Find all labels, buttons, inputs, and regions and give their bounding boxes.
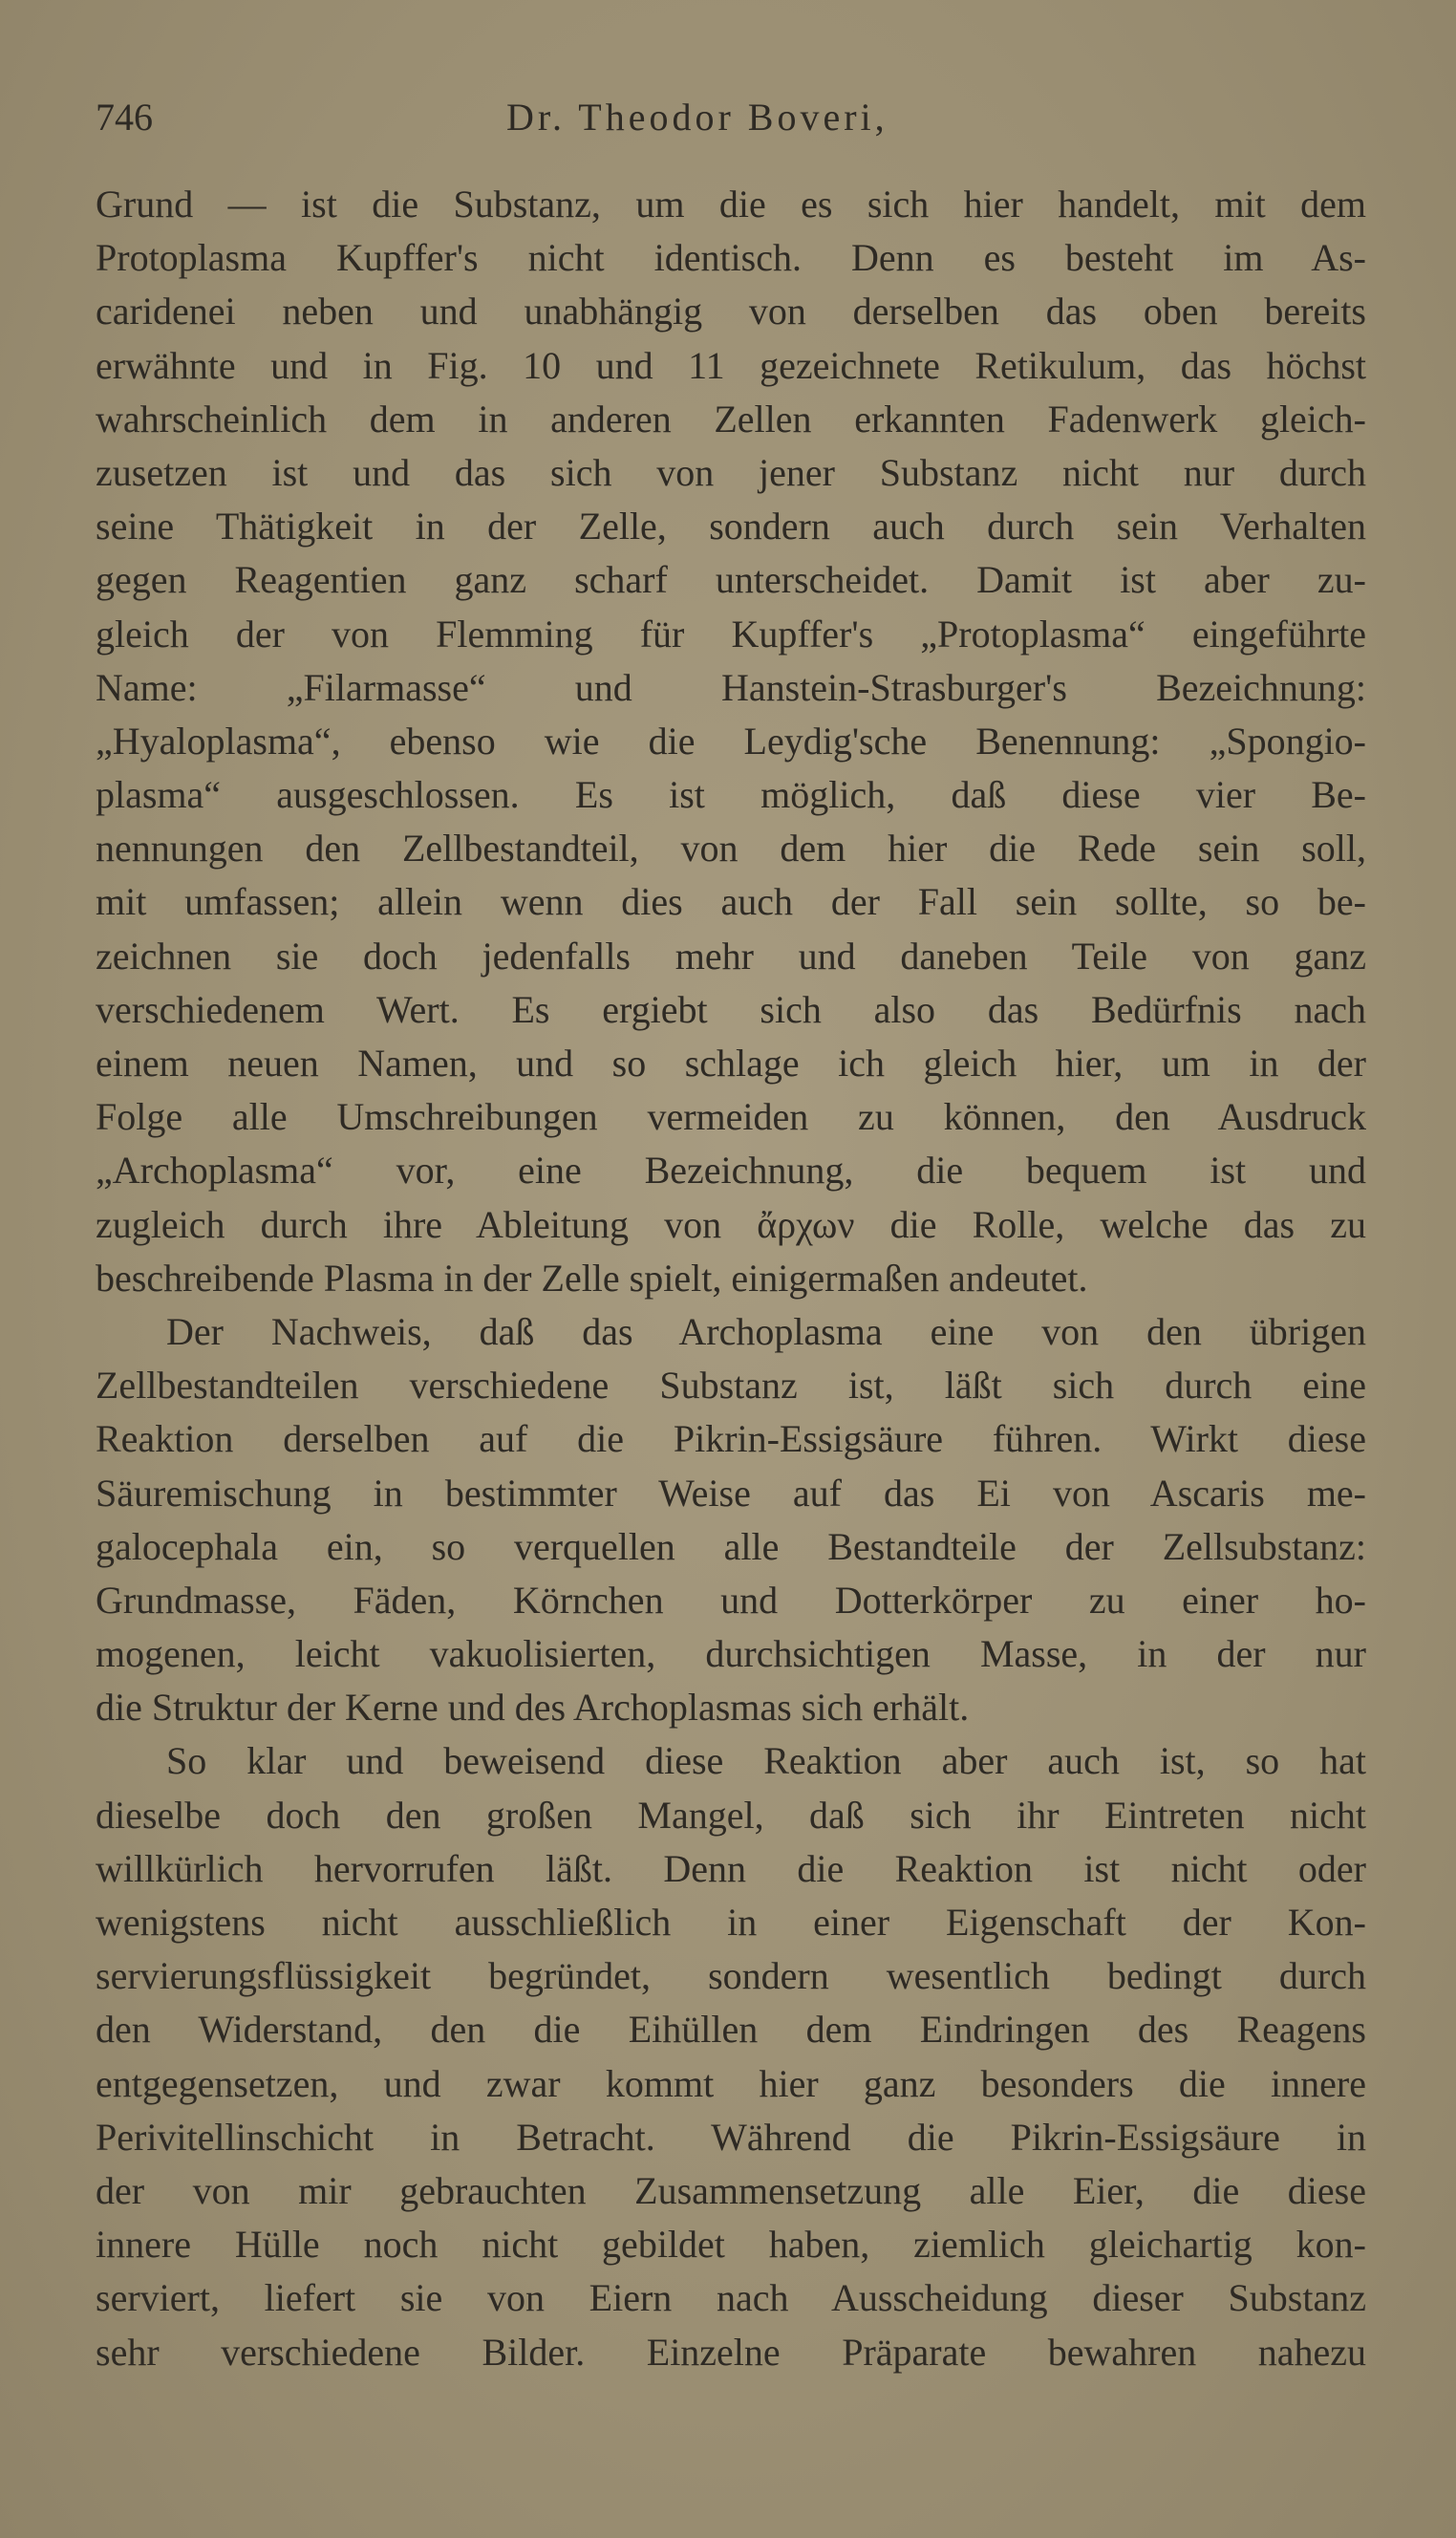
- text-line: seine Thätigkeit in der Zelle, sondern auch durch sein Verhalten: [96, 505, 1366, 548]
- text-line: plasma“ ausgeschlossen. Es ist möglich, daß diese vier Be-: [96, 773, 1366, 817]
- text-line: Grund — ist die Substanz, um die es sich hier handelt, mit dem: [96, 183, 1366, 226]
- text-line: mit umfassen; allein wenn dies auch der Fall sein sollte, so be-: [96, 880, 1366, 924]
- text-line: Perivitellinschicht in Betracht. Während die Pikrin-Essigsäure in: [96, 2115, 1366, 2159]
- running-head: Dr. Theodor Boveri,: [506, 96, 889, 139]
- text-line: innere Hülle noch nicht gebildet haben, ziemlich gleichartig kon-: [96, 2223, 1366, 2267]
- text-line: Protoplasma Kupffer's nicht identisch. Denn es besteht im As-: [96, 236, 1366, 280]
- text-line: servierungsflüssigkeit begründet, sondern wesentlich bedingt durch: [96, 1954, 1366, 1998]
- text-line: Reaktion derselben auf die Pikrin-Essigsäure führen. Wirkt diese: [96, 1417, 1366, 1461]
- text-line: zusetzen ist und das sich von jener Substanz nicht nur durch: [96, 450, 1366, 494]
- text-line: den Widerstand, den die Eihüllen dem Eindringen des Reagens: [96, 2008, 1366, 2052]
- page-number: 746: [96, 96, 153, 139]
- text-line: wahrscheinlich dem in anderen Zellen erkannten Fadenwerk gleich-: [96, 397, 1366, 441]
- page-header: [96, 84, 1366, 151]
- text-line: „Archoplasma“ vor, eine Bezeichnung, die bequem ist und: [96, 1149, 1366, 1193]
- text-line: Name: „Filarmasse“ und Hanstein-Strasburger's Bezeichnung:: [96, 665, 1366, 709]
- text-line: Zellbestandteilen verschiedene Substanz ist, läßt sich durch eine: [96, 1364, 1366, 1408]
- text-line: sehr verschiedene Bilder. Einzelne Präparate bewahren nahezu: [96, 2330, 1366, 2374]
- text-line: beschreibende Plasma in der Zelle spielt, einigermaßen andeutet.: [96, 1256, 1088, 1300]
- text-line: galocephala ein, so verquellen alle Bestandteile der Zellsubstanz:: [96, 1524, 1366, 1568]
- text-line: verschiedenem Wert. Es ergiebt sich also das Bedürfnis nach: [96, 987, 1366, 1031]
- text-line: zeichnen sie doch jedenfalls mehr und daneben Teile von ganz: [96, 934, 1366, 978]
- text-line: Säuremischung in bestimmter Weise auf das Ei von Ascaris me-: [96, 1471, 1366, 1515]
- text-line: Folge alle Umschreibungen vermeiden zu können, den Ausdruck: [96, 1095, 1366, 1139]
- text-line: serviert, liefert sie von Eiern nach Ausscheidung dieser Substanz: [96, 2276, 1366, 2320]
- text-line: Grundmasse, Fäden, Körnchen und Dotterkörper zu einer ho-: [96, 1578, 1366, 1622]
- text-line: zugleich durch ihre Ableitung von ἄρχων die Rolle, welche das zu: [96, 1202, 1366, 1246]
- text-line: So klar und beweisend diese Reaktion aber auch ist, so hat: [166, 1739, 1366, 1783]
- text-line: der von mir gebrauchten Zusammensetzung alle Eier, die diese: [96, 2168, 1366, 2212]
- body-text: [96, 178, 1366, 2379]
- text-line: entgegensetzen, und zwar kommt hier ganz besonders die innere: [96, 2061, 1366, 2105]
- text-line: dieselbe doch den großen Mangel, daß sich ihr Eintreten nicht: [96, 1793, 1366, 1837]
- text-line: gleich der von Flemming für Kupffer's „Protoplasma“ eingeführte: [96, 612, 1366, 656]
- text-line: „Hyaloplasma“, ebenso wie die Leydig'sche Benennung: „Spongio-: [96, 719, 1366, 763]
- text-line: erwähnte und in Fig. 10 und 11 gezeichnete Retikulum, das höchst: [96, 343, 1366, 387]
- text-line: Der Nachweis, daß das Archoplasma eine von den übrigen: [166, 1309, 1366, 1353]
- text-line: nennungen den Zellbestandteil, von dem hier die Rede sein soll,: [96, 827, 1366, 871]
- text-line: die Struktur der Kerne und des Archoplasmas sich erhält.: [96, 1686, 970, 1730]
- text-line: mogenen, leicht vakuolisierten, durchsichtigen Masse, in der nur: [96, 1632, 1366, 1676]
- text-line: caridenei neben und unabhängig von derselben das oben bereits: [96, 290, 1366, 333]
- text-line: wenigstens nicht ausschließlich in einer Eigenschaft der Kon-: [96, 1901, 1366, 1944]
- text-line: willkürlich hervorrufen läßt. Denn die Reaktion ist nicht oder: [96, 1846, 1366, 1890]
- text-line: gegen Reagentien ganz scharf unterscheidet. Damit ist aber zu-: [96, 558, 1366, 602]
- text-line: einem neuen Namen, und so schlage ich gleich hier, um in der: [96, 1042, 1366, 1085]
